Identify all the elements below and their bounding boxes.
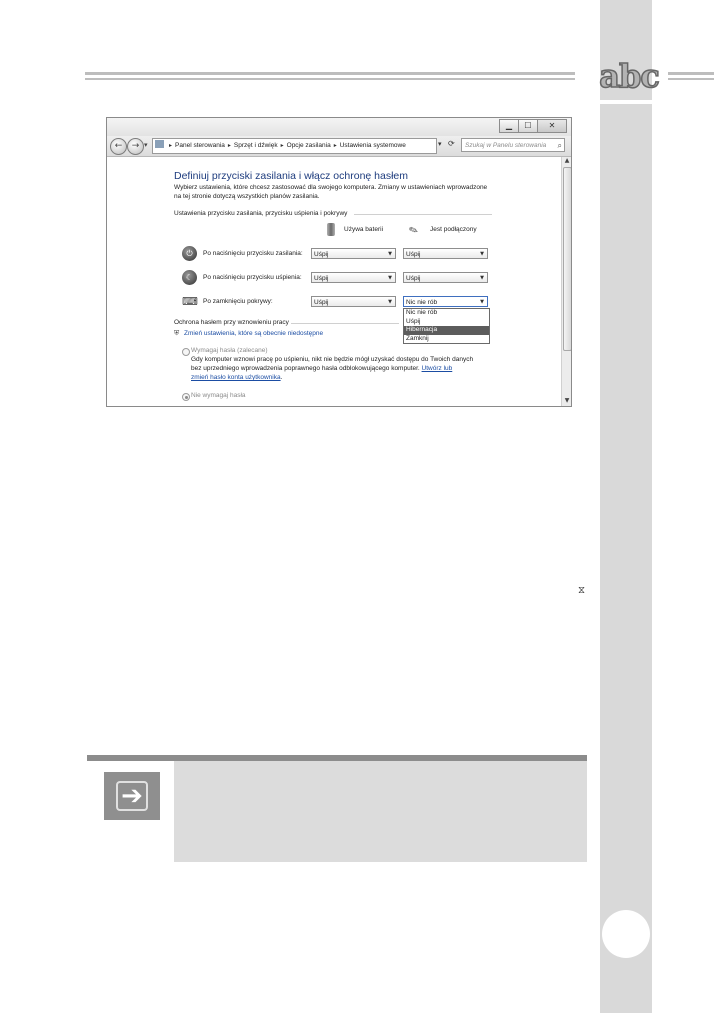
- chevron-down-icon: ▼: [480, 299, 484, 305]
- group-divider: [354, 214, 492, 215]
- select-value: Nic nie rób: [406, 299, 438, 306]
- page-description: Wybierz ustawienia, które chcesz zastosować dla swojego komputera. Zmiany w ustawieniach wprowadzone: [174, 184, 488, 191]
- breadcrumb-sprzet-i-dzwiek[interactable]: Sprzęt i dźwięk: [233, 142, 278, 149]
- change-password-link[interactable]: zmień hasło konta użytkownika: [191, 374, 281, 381]
- control-panel-icon: [155, 140, 164, 148]
- header-rule: [85, 72, 575, 75]
- title-bar: [107, 118, 571, 136]
- breadcrumb-separator[interactable]: ▸: [280, 142, 284, 149]
- control-panel-window: [106, 117, 572, 407]
- chevron-down-icon: ▼: [480, 251, 484, 257]
- chevron-down-icon: ▼: [388, 275, 392, 281]
- minimize-button[interactable]: ▁: [499, 119, 519, 133]
- power-button-battery-select[interactable]: [311, 248, 396, 259]
- sleep-icon: ☾: [182, 270, 197, 285]
- require-password-radio[interactable]: [182, 348, 190, 356]
- create-password-link[interactable]: Utwórz lub: [421, 365, 453, 372]
- header-rule: [85, 78, 575, 80]
- password-protection-title: Ochrona hasłem przy wznowieniu pracy: [174, 319, 289, 326]
- option-hibernacja[interactable]: Hibernacja: [404, 326, 489, 335]
- refresh-button[interactable]: ⟳: [448, 139, 455, 148]
- chevron-down-icon: ▼: [480, 275, 484, 281]
- laptop-lid-icon: ⌨: [182, 295, 198, 308]
- breadcrumb-panel-sterowania[interactable]: Panel sterowania: [175, 142, 225, 149]
- header-rule: [668, 72, 714, 75]
- no-password-label: Nie wymagaj hasła: [191, 392, 246, 399]
- battery-icon: [327, 223, 335, 236]
- require-password-label: Wymagaj hasła (zalecane): [191, 347, 268, 354]
- address-bar[interactable]: [152, 138, 437, 154]
- power-plug-icon: ✎: [407, 222, 421, 239]
- breadcrumb-opcje-zasilania[interactable]: Opcje zasilania: [286, 142, 331, 149]
- select-value: Uśpij: [314, 299, 329, 306]
- breadcrumb-separator[interactable]: ▸: [169, 142, 173, 149]
- help-text-end: .: [280, 374, 283, 381]
- forward-button[interactable]: →: [127, 138, 144, 155]
- breadcrumb-separator[interactable]: ▸: [333, 142, 337, 149]
- search-placeholder: Szukaj w Panelu sterowania: [465, 142, 547, 149]
- window-controls: [500, 119, 567, 133]
- scrollbar-thumb[interactable]: [563, 167, 572, 351]
- page-description: na tej stronie dotyczą wszystkich planów zasilania.: [174, 193, 320, 200]
- hourglass-icon: ⧖: [578, 585, 586, 596]
- select-value: Uśpij: [406, 251, 421, 258]
- sleep-button-battery-select[interactable]: [311, 272, 396, 283]
- search-icon[interactable]: ⌕: [557, 141, 562, 150]
- logo-text: abc: [599, 57, 659, 95]
- abc-logo: [588, 57, 670, 95]
- power-icon: ⏻: [182, 246, 197, 261]
- power-button-label: Po naciśnięciu przycisku zasilania:: [203, 250, 303, 257]
- lid-close-label: Po zamknięciu pokrywy:: [203, 298, 273, 305]
- help-text: bez uprzedniego wprowadzenia poprawnego hasła odblokowującego komputer.: [191, 365, 422, 372]
- group-divider: [291, 323, 399, 324]
- recent-pages-dropdown[interactable]: ▾: [144, 141, 148, 149]
- require-password-help: [191, 374, 282, 381]
- scroll-down-arrow-icon[interactable]: ▼: [564, 397, 570, 404]
- settings-content: [107, 157, 561, 406]
- require-password-help: [191, 365, 452, 372]
- sleep-button-plugged-select[interactable]: [403, 272, 488, 283]
- no-password-radio[interactable]: [182, 393, 190, 401]
- close-button[interactable]: ✕: [537, 119, 567, 133]
- option-uspij[interactable]: Uśpij: [406, 317, 421, 325]
- breadcrumb-separator[interactable]: ▸: [227, 142, 231, 149]
- search-input[interactable]: [461, 138, 565, 152]
- select-value: Uśpij: [314, 251, 329, 258]
- arrow-right-icon: ➔: [116, 781, 148, 811]
- select-value: Uśpij: [406, 275, 421, 282]
- scroll-up-arrow-icon[interactable]: ▲: [564, 157, 570, 164]
- sleep-button-label: Po naciśnięciu przycisku uśpienia:: [203, 274, 302, 281]
- navigation-bar: [107, 136, 571, 157]
- maximize-button[interactable]: ☐: [518, 119, 538, 133]
- header-rule: [668, 78, 714, 80]
- column-header-battery: Używa baterii: [344, 226, 384, 233]
- vertical-scrollbar[interactable]: [561, 157, 572, 406]
- back-button[interactable]: ←: [110, 138, 127, 155]
- column-header-plugged: Jest podłączony: [430, 226, 477, 233]
- option-nic-nie-rob[interactable]: Nic nie rób: [406, 309, 438, 316]
- power-button-plugged-select[interactable]: [403, 248, 488, 259]
- chevron-down-icon: ▼: [388, 299, 392, 305]
- note-icon: [104, 772, 160, 820]
- page-number-circle: [602, 910, 650, 958]
- address-history-dropdown[interactable]: ▾: [438, 140, 442, 148]
- page-title: Definiuj przyciski zasilania i włącz ochronę hasłem: [174, 170, 409, 182]
- side-margin-strip: [600, 0, 652, 1013]
- buttons-group-title: Ustawienia przycisku zasilania, przycisku uśpienia i pokrywy: [174, 210, 348, 217]
- shield-icon: ⛨: [174, 329, 180, 337]
- require-password-help: Gdy komputer wznowi pracę po uśpieniu, nikt nie będzie mógł uzyskać dostępu do Twoich danych: [191, 356, 474, 363]
- change-unavailable-settings-link[interactable]: Zmień ustawienia, które są obecnie niedostępne: [184, 330, 324, 337]
- lid-close-options-list: [403, 308, 490, 344]
- select-value: Uśpij: [314, 275, 329, 282]
- side-strip-notch: [600, 100, 652, 104]
- lid-close-battery-select[interactable]: [311, 296, 396, 307]
- lid-close-plugged-select[interactable]: [403, 296, 488, 307]
- option-zamknij[interactable]: Zamknij: [406, 334, 429, 342]
- chevron-down-icon: ▼: [388, 251, 392, 257]
- note-box: [174, 761, 587, 862]
- breadcrumb-ustawienia-systemowe[interactable]: Ustawienia systemowe: [339, 142, 406, 149]
